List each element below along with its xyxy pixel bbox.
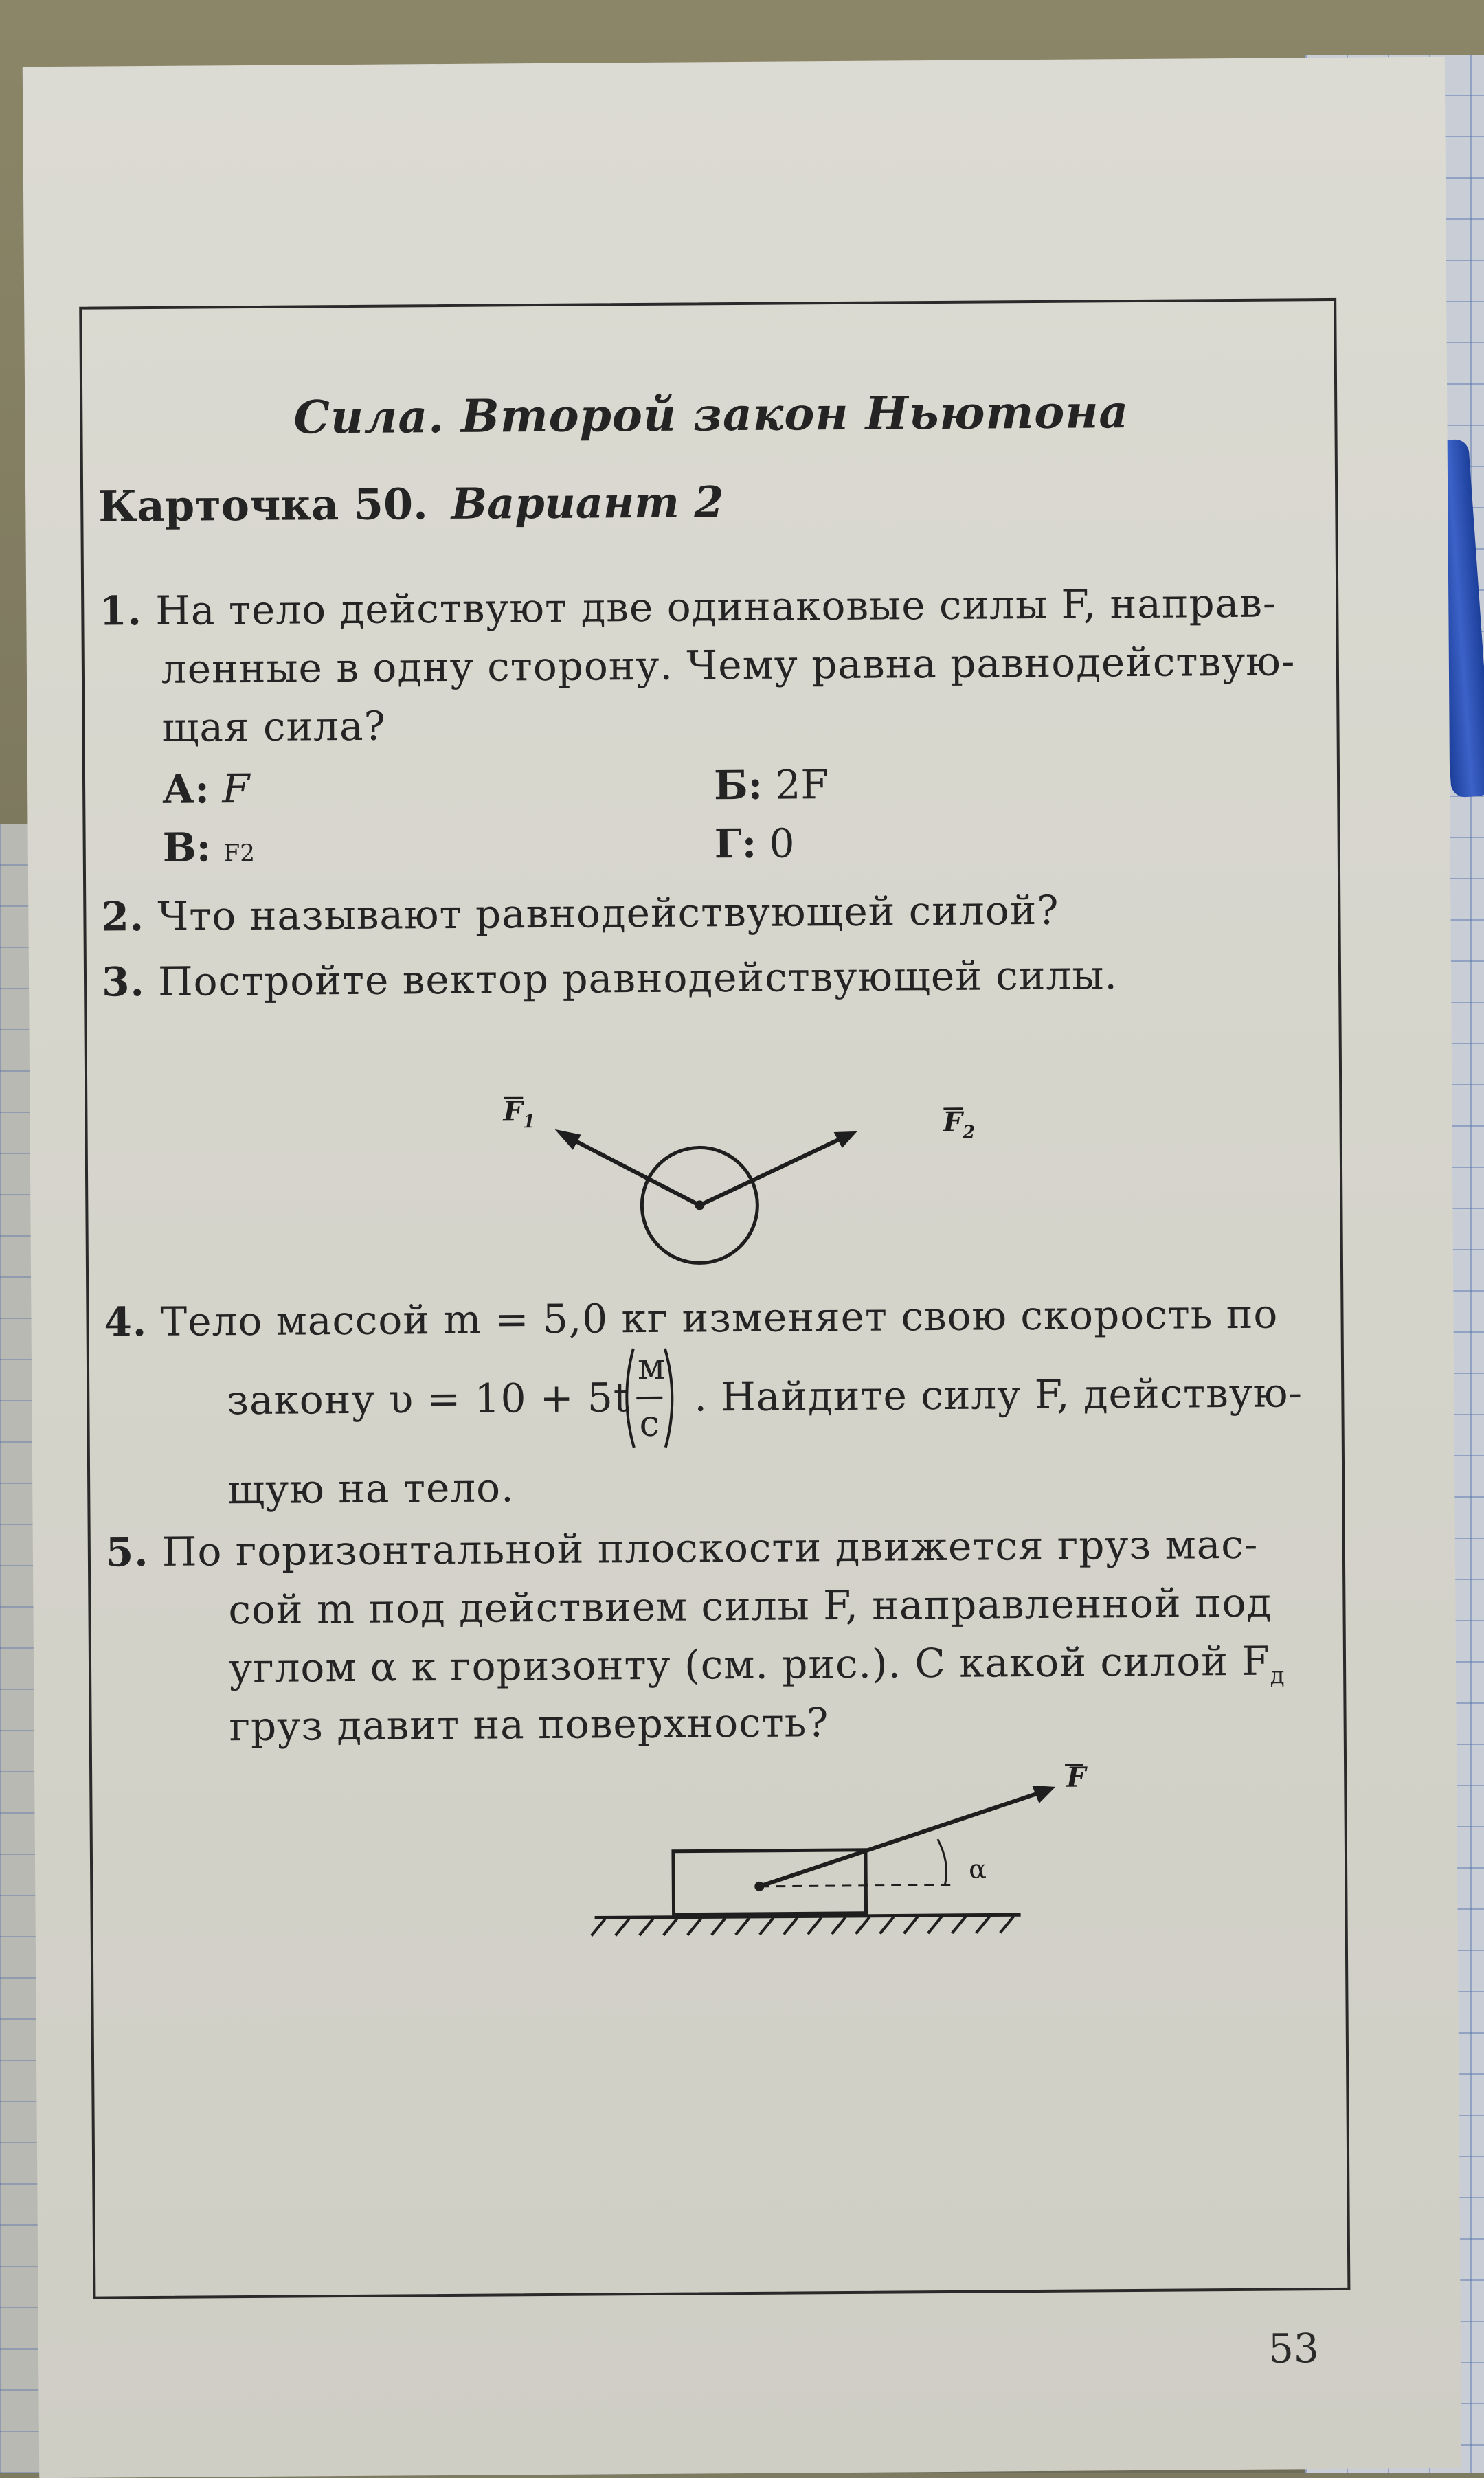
page-number: 53	[1268, 2325, 1319, 2372]
label-f2: $F_2$	[942, 1106, 975, 1143]
option-g: Г: 0	[714, 820, 794, 867]
question-1-line-1: 1. На тело действуют две одинаковые силы F, направ-	[99, 580, 1277, 635]
unit-numerator: м	[638, 1347, 666, 1388]
question-4-line-2a: закону υ = 10 + 5t	[227, 1374, 630, 1423]
option-b: Б: 2F	[714, 761, 829, 809]
resultant-force-figure	[383, 1031, 1003, 1296]
force-f1-arrowhead	[555, 1129, 581, 1150]
horizontal-surface	[595, 1915, 1021, 1917]
worksheet-frame	[79, 298, 1350, 2299]
unit-denominator: с	[639, 1404, 660, 1445]
question-5-line-3: углом α к горизонту (см. рис.). С какой силой $F_д$	[229, 1637, 1285, 1696]
horizontal-reference-line	[759, 1885, 952, 1886]
surface-hatching	[592, 1916, 1014, 1935]
label-force-f: F	[1066, 1761, 1088, 1794]
label-f1: $F_1$	[502, 1095, 535, 1132]
force-vector-f	[758, 1790, 1048, 1886]
option-v: В: F2	[162, 824, 255, 871]
card-number: Карточка 50.	[98, 479, 428, 531]
angle-arc	[938, 1839, 947, 1885]
variant-label: Вариант 2	[451, 477, 723, 529]
question-1-line-2: ленные в одну сторону. Чему равна равнодействую-	[161, 638, 1296, 692]
option-a: А: F	[162, 765, 250, 813]
question-4-line-2b: . Найдите силу F, действую-	[694, 1369, 1303, 1420]
question-2: 2. Что называют равнодействующей силой?	[101, 887, 1059, 940]
force-f-arrowhead	[1032, 1786, 1055, 1803]
label-alpha: α	[969, 1854, 987, 1884]
question-5-line-1: 5. По горизонтальной плоскости движется груз мас-	[106, 1521, 1259, 1576]
question-1-line-3: щая сила?	[161, 703, 386, 751]
force-vector-f1	[569, 1136, 700, 1206]
question-5-line-2: сой m под действием силы F, направленной под	[228, 1579, 1272, 1634]
card-title	[98, 477, 724, 531]
question-3: 3. Постройте вектор равнодействующей силы.	[102, 951, 1118, 1005]
section-title: Сила. Второй закон Ньютона	[82, 383, 1340, 446]
question-5-line-4: груз давит на поверхность?	[229, 1699, 829, 1750]
inclined-force-figure	[573, 1759, 1090, 1989]
question-4-line-1: 4. Тело массой m = 5,0 кг изменяет свою скорость по	[104, 1291, 1278, 1346]
force-vector-f2	[699, 1139, 841, 1205]
book-page	[23, 57, 1461, 2478]
question-4-line-3: щую на тело.	[227, 1464, 515, 1513]
